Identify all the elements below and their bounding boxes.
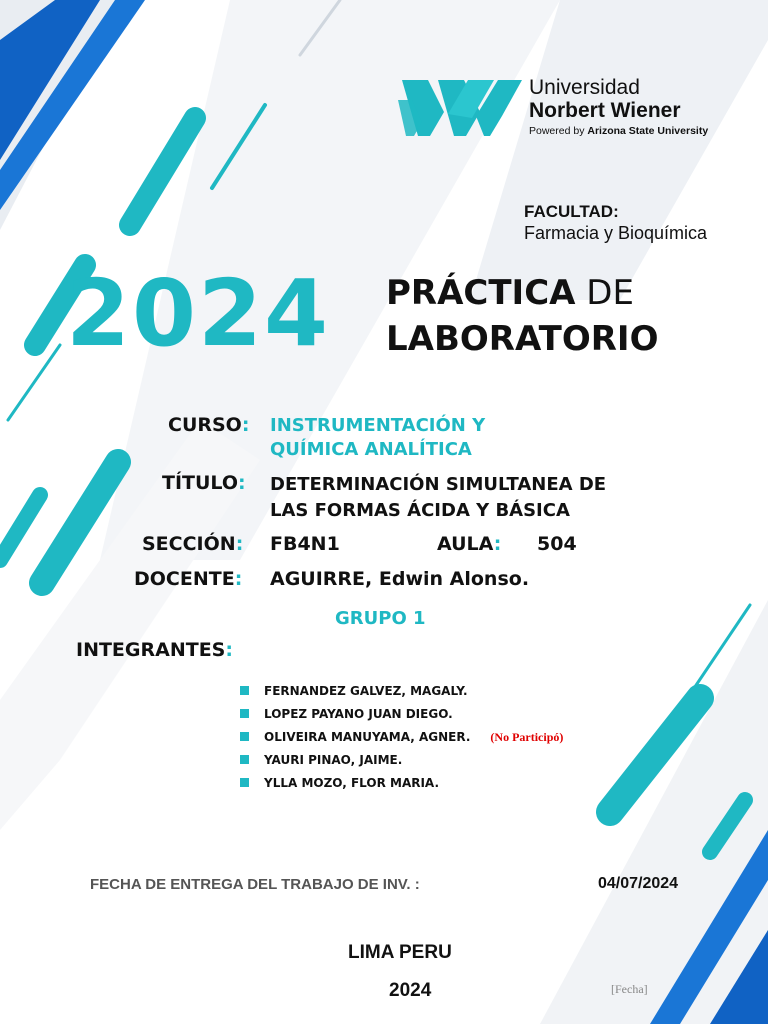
member-note: (No Participó) [490,730,564,744]
title-value-line1: DETERMINACIÓN SIMULTANEA DE [270,474,607,495]
section-colon: : [235,533,244,555]
bullet-icon [240,755,249,764]
list-item [240,705,563,728]
classroom-label-text: AULA [437,533,494,555]
members-list [240,682,563,797]
title-line2: LABORATORIO [386,319,659,359]
course-value [270,414,485,462]
title-colon: : [238,472,246,494]
faculty-label: FACULTAD: [524,202,619,221]
teacher-label [134,568,242,591]
title-value [270,472,606,524]
title-value-line2: LAS FORMAS ÁCIDA Y BÁSICA [270,500,570,521]
member-name: LOPEZ PAYANO JUAN DIEGO. [264,707,453,721]
teal-line-2 [8,345,60,420]
university-name-line2: Norbert Wiener [529,99,681,122]
section-value: FB4N1 [270,533,340,555]
course-colon: : [241,414,250,436]
university-name-line1: Universidad [529,76,640,99]
course-value-line2: QUÍMICA ANALÍTICA [270,439,472,460]
bullet-icon [240,778,249,787]
title-word-de: DE [575,273,634,313]
delivery-date-label: FECHA DE ENTREGA DEL TRABAJO DE INV. : [90,876,420,893]
member-name: FERNANDEZ GALVEZ, MAGALY. [264,684,468,698]
faculty-value: Farmacia y Bioquímica [524,223,708,243]
classroom-label [437,533,501,556]
city-text: LIMA PERU [348,942,452,963]
member-name: YLLA MOZO, FLOR MARIA. [264,776,440,790]
group-label: GRUPO 1 [335,608,426,629]
powered-by-name: Arizona State University [587,125,709,137]
section-label [142,533,243,556]
title-word-practica: PRÁCTICA [386,273,576,313]
course-label [168,414,249,437]
teacher-colon: : [234,568,243,590]
list-item [240,774,563,797]
section-label-text: SECCIÓN [142,533,236,555]
members-label-text: INTEGRANTES [76,639,226,661]
year-heading: 2024 [66,260,331,367]
members-label [76,639,233,661]
teal-bar-3 [0,495,40,560]
teacher-value: AGUIRRE, Edwin Alonso. [270,568,530,590]
university-logo [398,72,728,142]
powered-by-text [529,125,708,137]
classroom-colon: : [493,533,502,555]
member-name: OLIVEIRA MANUYAMA, AGNER. [264,730,471,744]
norbert-wiener-logo-icon [398,76,522,140]
delivery-date-value: 04/07/2024 [598,875,679,892]
title-label [162,472,246,495]
bullet-icon [240,709,249,718]
list-item [240,751,563,774]
members-colon: : [225,639,233,661]
course-value-line1: INSTRUMENTACIÓN Y [270,415,486,436]
bullet-icon [240,686,249,695]
bullet-icon [240,732,249,741]
course-label-text: CURSO [168,414,242,436]
list-item [240,728,563,751]
classroom-value: 504 [537,533,577,555]
teacher-label-text: DOCENTE [134,568,235,590]
date-placeholder[interactable]: [Fecha] [611,982,648,996]
powered-by-prefix: Powered by [529,125,588,137]
footer-year: 2024 [389,980,432,1001]
list-item [240,682,563,705]
title-label-text: TÍTULO [162,472,238,494]
member-name: YAURI PINAO, JAIME. [264,753,403,767]
title-line1 [386,273,634,313]
